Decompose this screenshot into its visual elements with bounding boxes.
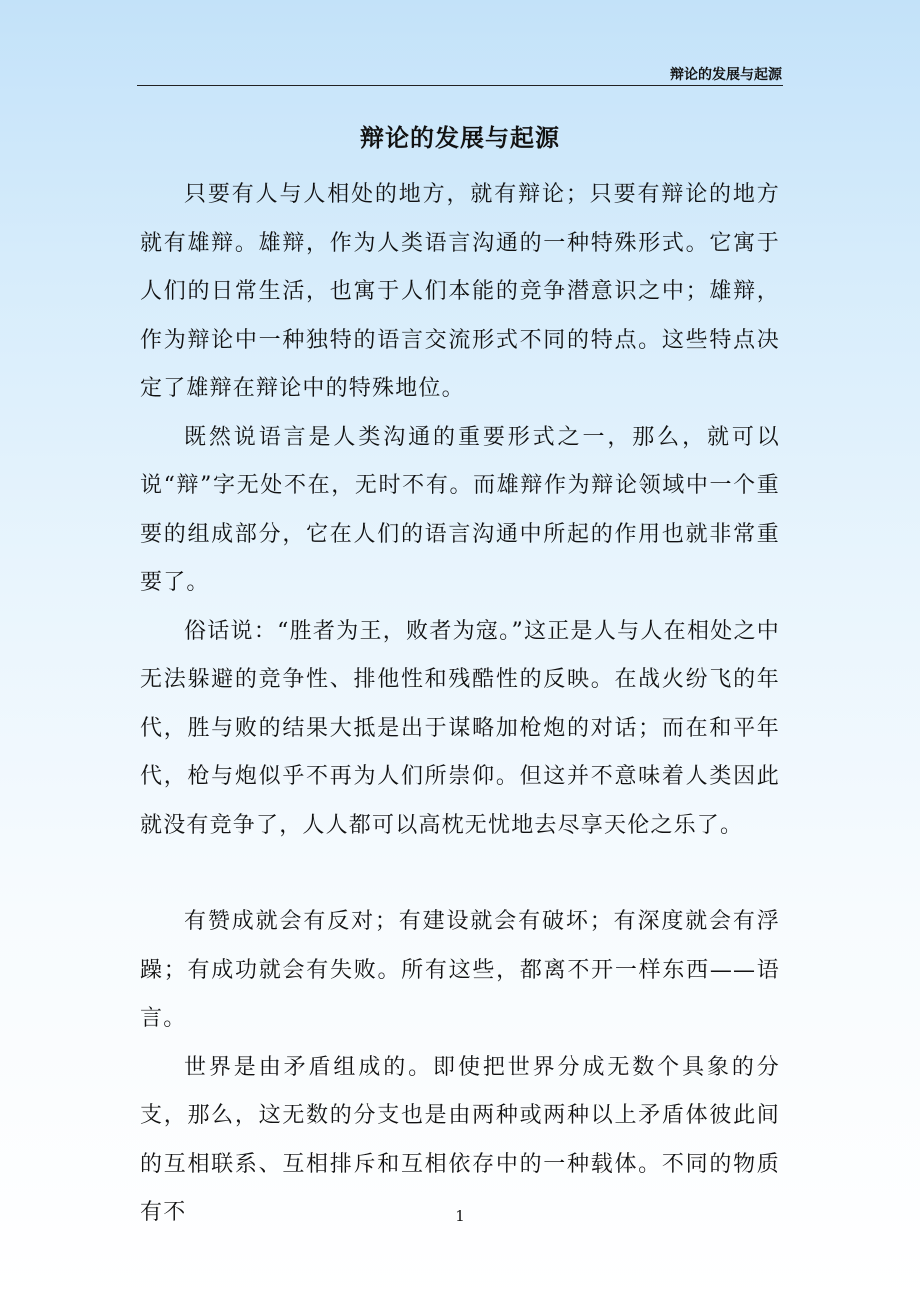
document-title: 辩论的发展与起源 [360,123,560,152]
running-header: 辩论的发展与起源 [670,67,782,83]
paragraph-4: 有赞成就会有反对；有建设就会有破坏；有深度就会有浮躁；有成功就会有失败。所有这些，都离不开一样东西——语言。 [140,909,780,1031]
header-divider [137,85,783,86]
document-body [140,171,780,1238]
paragraph-5: 世界是由矛盾组成的。即使把世界分成无数个具象的分支，那么，这无数的分支也是由两种或两种以上矛盾体彼此间的互相联系、互相排斥和互相依存中的一种载体。不同的物质有不 [140,1054,780,1225]
paragraph-1: 只要有人与人相处的地方，就有辩论；只要有辩论的地方就有雄辩。雄辩，作为人类语言沟通的一种特殊形式。它寓于人们的日常生活，也寓于人们本能的竞争潜意识之中；雄辩，作为辩论中一种独特的语言交流形式不同的特点。这些特点决定了雄辩在辩论中的特殊地位。 [140,182,780,401]
paragraph-3: 俗话说：“胜者为王，败者为寇。”这正是人与人在相处之中无法躲避的竞争性、排他性和残酷性的反映。在战火纷飞的年代，胜与败的结果大抵是出于谋略加枪炮的对话；而在和平年代，枪与炮似乎不再为人们所崇仰。但这并不意味着人类因此就没有竞争了，人人都可以高枕无忧地去尽享天伦之乐了。 [140,618,780,838]
paragraph-2: 既然说语言是人类沟通的重要形式之一，那么，就可以说“辩”字无处不在，无时不有。而雄辩作为辩论领域中一个重要的组成部分，它在人们的语言沟通中所起的作用也就非常重要了。 [140,424,780,595]
page-number: 1 [455,1207,465,1225]
